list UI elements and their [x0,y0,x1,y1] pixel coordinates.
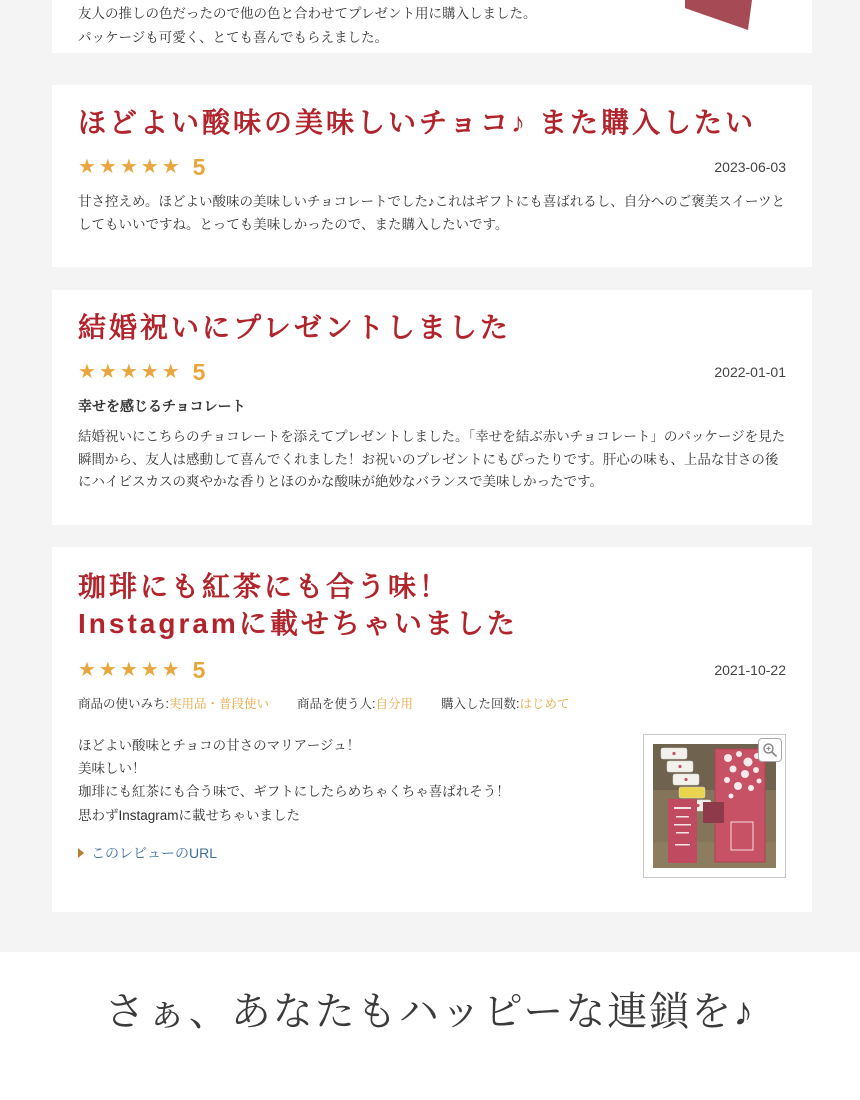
review-title-line: Instagramに載せちゃいました [78,607,518,639]
meta-label: 購入した回数: [441,696,520,711]
review-title-line: 珈琲にも紅茶にも合う味！ [78,571,451,602]
zoom-in-icon[interactable] [758,738,782,762]
review-photo-thumbnail[interactable] [643,734,786,878]
rating-value: 5 [192,656,206,683]
star-rating-icon: ★★★★★ [78,361,183,384]
rating-value: 5 [192,358,206,385]
meta-item [441,694,570,712]
review-card-partial [52,0,812,53]
meta-label: 商品の使いみち: [78,696,169,711]
meta-value: 自分用 [375,696,413,711]
review-link-row [78,843,621,863]
review-card [52,547,812,912]
review-body-line: 思わずInstagramに載せちゃいました [78,807,301,823]
rating-row [78,358,786,385]
star-rating-icon: ★★★★★ [78,659,183,682]
review-body-line: ほどよい酸味とチョコの甘さのマリアージュ！ [78,737,361,753]
meta-item [297,694,413,712]
partial-review-text-line: パッケージも可愛く、とても喜んでもらえました。 [78,30,388,45]
review-title: 結婚祝いにプレゼントしました [78,312,511,343]
review-title: ほどよい酸味の美味しいチョコ♪ また購入したい [78,107,756,138]
review-url-link[interactable]: このレビューのURL [91,844,218,861]
footer-headline: さぁ、あなたもハッピーな連鎖を♪ [104,990,756,1034]
rating-row [78,153,786,180]
rating-value: 5 [192,153,206,180]
meta-value: 実用品・普段使い [168,696,269,711]
review-date: 2021-10-22 [714,662,786,679]
review-body-column [78,734,643,863]
star-rating-icon: ★★★★★ [78,156,183,179]
meta-item [78,694,269,712]
review-subtitle: 幸せを感じるチョコレート [78,397,246,414]
review-body: 結婚祝いにこちらのチョコレートを添えてプレゼントしました。「幸せを結ぶ赤いチョコレート」のパッケージを見た瞬間から、友人は感動して喜んでくれました！お祝いのプレゼントにもぴったりです。肝心の味も、上品な甘さの後にハイビスカスの爽やかな香りとほのかな酸味が絶妙なバランスで美味しかったです。 [78,428,786,490]
review-date: 2022-01-01 [714,364,786,381]
partial-review-text-line: 友人の推しの色だったので他の色と合わせてプレゼント用に購入しました。 [78,6,537,21]
review-meta-row [78,694,786,712]
meta-label: 商品を使う人: [297,696,376,711]
link-arrow-icon [78,848,84,858]
review-body-line: 美味しい！ [78,761,146,777]
footer-band [0,952,860,1100]
review-card [52,85,812,267]
review-date: 2023-06-03 [714,159,786,176]
review-title [78,569,786,643]
review-card [52,290,812,525]
review-photo [653,744,776,868]
review-content-row [78,734,786,878]
review-body-line: 珈琲にも紅茶にも合う味で、ギフトにしたらめちゃくちゃ喜ばれそう！ [78,784,510,800]
meta-value: はじめて [519,696,570,711]
review-body: 甘さ控えめ。ほどよい酸味の美味しいチョコレートでした♪これはギフトにも喜ばれるし、自分へのご褒美スイーツとしてもいいですね。とっても美味しかったので、また購入したいです。 [78,193,785,232]
rating-row [78,656,786,683]
